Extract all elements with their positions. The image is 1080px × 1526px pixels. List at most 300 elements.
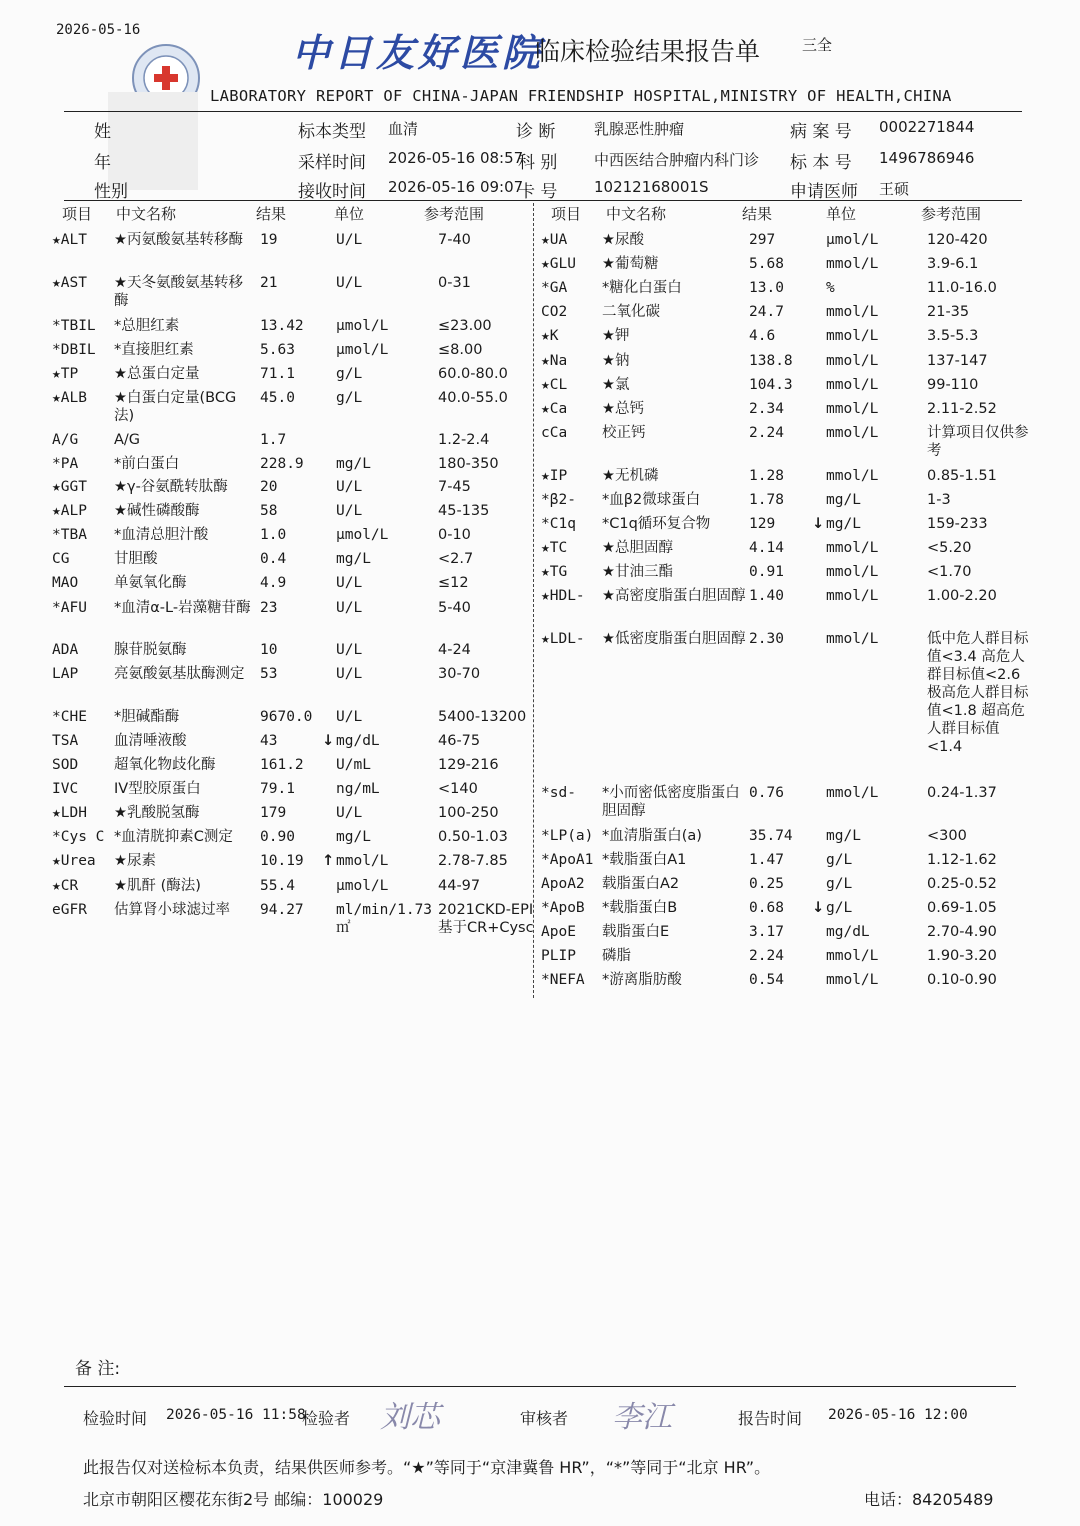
row-code: ★Urea [52,853,96,869]
name-label: 姓 [94,122,111,142]
row-unit: mmol/L [826,425,879,441]
col-name-left: 中文名称 [116,205,177,223]
row-range: 低中危人群目标值<3.4 高危人群目标值<2.6 极高危人群目标值<1.8 超高危人群目标值<1.4 [927,631,1029,755]
row-code: ★Ca [541,401,568,417]
row-code: A/G [52,432,79,448]
row-range: 44-97 [438,878,481,894]
collect-time-label: 采样时间 [298,153,366,173]
row-range: 60.0-80.0 [438,366,508,382]
row-result: 0.90 [260,829,295,845]
row-result: 0.91 [749,564,784,580]
row-name: ★乳酸脱氢酶 [114,805,200,821]
row-code: *NEFA [541,972,585,988]
row-range: ≤8.00 [438,342,483,358]
row-range: 7-40 [438,232,471,248]
row-name: 载脂蛋白A2 [602,876,680,892]
row-result: 0.76 [749,785,784,801]
row-code: ★TP [52,366,79,382]
row-code: *β2- [541,492,576,508]
row-code: TSA [52,733,79,749]
row-unit: mg/L [336,829,371,845]
receive-time-label: 接收时间 [298,182,366,202]
row-code: ★GLU [541,256,576,272]
row-range: 1.2-2.4 [438,432,490,448]
row-code: ★ALT [52,232,87,248]
row-code: *TBIL [52,318,96,334]
row-result: 13.42 [260,318,304,334]
test-time-value: 2026-05-16 11:58 [166,1407,306,1423]
row-name: ★肌酐 (酶法) [114,878,201,894]
diagnosis-label: 诊 断 [516,122,556,142]
row-unit: mmol/L [826,631,879,647]
row-unit: mmol/L [826,304,879,320]
row-name: ★尿素 [114,853,156,869]
row-name: *游离脂肪酸 [602,972,682,988]
row-result: 104.3 [749,377,793,393]
row-code: ★HDL- [541,588,585,604]
row-name: 亮氨酸氨基肽酶测定 [114,666,245,682]
row-code: *CHE [52,709,87,725]
row-range: 5-40 [438,600,471,616]
row-unit: U/L [336,600,363,616]
row-range: <300 [927,828,967,844]
row-name: A/G [114,432,141,448]
copy-mark: 三全 [802,36,833,54]
row-result: 9670.0 [260,709,313,725]
row-unit: mg/L [336,456,371,472]
row-name: *总胆红素 [114,318,180,334]
row-name: ★尿酸 [602,232,644,248]
row-range: 0.24-1.37 [927,785,997,801]
row-result: 3.17 [749,924,784,940]
row-unit: U/L [336,479,363,495]
row-code: ★IP [541,468,568,484]
col-name-right: 中文名称 [606,205,667,223]
row-unit: μmol/L [336,878,389,894]
row-code: *Cys C [52,829,105,845]
row-name: *C1q循环复合物 [602,516,711,532]
row-name: ★碱性磷酸酶 [114,503,200,519]
row-result: 0.54 [749,972,784,988]
row-unit: μmol/L [336,318,389,334]
row-result: 10.19 [260,853,304,869]
reviewer-signature: 李江 [612,1400,672,1435]
test-time-label: 检验时间 [83,1409,148,1428]
row-unit: mmol/L [826,353,879,369]
row-range: 4-24 [438,642,471,658]
row-result: 5.63 [260,342,295,358]
row-unit: mmol/L [826,468,879,484]
tester-label: 检验者 [302,1409,351,1428]
row-code: ApoE [541,924,576,940]
row-unit: μmol/L [336,342,389,358]
row-unit: mg/L [826,492,861,508]
row-name: 载脂蛋白E [602,924,670,940]
row-code: ★K [541,328,559,344]
row-name: ★总钙 [602,401,644,417]
age-label: 年 [94,153,111,173]
row-range: 21-35 [927,304,970,320]
remark-label: 备 注: [75,1359,121,1379]
sample-no-label: 标 本 号 [790,153,852,173]
row-code: eGFR [52,902,87,918]
record-no-value: 0002271844 [879,118,975,136]
col-result-left: 结果 [256,205,287,223]
row-unit: U/L [336,232,363,248]
row-range: 2021CKD-EPI 基于CR+Cysc [438,902,534,936]
row-result: 5.68 [749,256,784,272]
row-unit: mmol/L [826,588,879,604]
receive-time-value: 2026-05-16 09:07 [388,178,524,196]
hospital-name-cn: 中日友好医院 [292,30,545,75]
row-name: ★钠 [602,353,630,369]
row-name: *直接胆红素 [114,342,194,358]
row-range: 0.69-1.05 [927,900,997,916]
row-result: 161.2 [260,757,304,773]
row-code: *AFU [52,600,87,616]
row-result: 1.47 [749,852,784,868]
row-code: ★LDH [52,805,87,821]
row-result: 58 [260,503,278,519]
row-unit: mg/L [336,551,371,567]
redacted-patient-info [108,92,198,190]
row-name: ★丙氨酸氨基转移酶 [114,232,243,248]
row-code: CG [52,551,70,567]
row-name: ★氯 [602,377,630,393]
sex-label: 性别 [94,182,128,202]
row-code: CO2 [541,304,568,320]
row-range: 159-233 [927,516,988,532]
col-range-left: 参考范围 [424,205,485,223]
row-result: 0.4 [260,551,287,567]
row-result: 23 [260,600,278,616]
row-unit: mmol/L [826,785,879,801]
row-name: ★钾 [602,328,630,344]
row-code: ADA [52,642,79,658]
row-result: 10 [260,642,278,658]
row-code: *PA [52,456,79,472]
row-range: 1-3 [927,492,951,508]
row-result: 43 [260,733,278,749]
row-range: 40.0-55.0 [438,390,508,406]
row-range: 3.5-5.3 [927,328,979,344]
row-name: ★白蛋白定量(BCG法) [114,390,237,424]
row-unit: mmol/L [826,540,879,556]
row-range: 2.70-4.90 [927,924,997,940]
row-result: 1.28 [749,468,784,484]
row-result: 2.24 [749,425,784,441]
row-code: ★ALB [52,390,87,406]
row-code: ★LDL- [541,631,585,647]
row-name: 腺苷脱氨酶 [114,642,187,658]
sample-no-value: 1496786946 [879,149,975,167]
abnormal-flag-icon: ↓ [322,733,335,749]
row-name: *糖化白蛋白 [602,280,682,296]
row-range: 100-250 [438,805,499,821]
hospital-phone: 电话：84205489 [864,1490,994,1509]
row-range: 129-216 [438,757,499,773]
abnormal-flag-icon: ↓ [812,900,825,916]
row-unit: U/L [336,642,363,658]
row-unit: U/mL [336,757,371,773]
doctor-value: 王硕 [879,180,910,198]
row-range: 0-10 [438,527,471,543]
english-title: LABORATORY REPORT OF CHINA-JAPAN FRIENDSHIP HOSPITAL,MINISTRY OF HEALTH,CHINA [210,87,952,105]
row-name: *血清胱抑素C测定 [114,829,233,845]
row-unit: g/L [336,366,363,382]
row-range: 7-45 [438,479,471,495]
row-result: 19 [260,232,278,248]
collect-time-value: 2026-05-16 08:57 [388,149,524,167]
row-name: 估算肾小球滤过率 [114,902,230,918]
row-code: ★CR [52,878,79,894]
row-range: <5.20 [927,540,972,556]
row-unit: μmol/L [336,527,389,543]
row-code: ★AST [52,275,87,291]
card-value: 10212168001S [594,178,709,196]
row-range: 1.90-3.20 [927,948,997,964]
row-unit: g/L [826,876,853,892]
col-result-right: 结果 [742,205,773,223]
row-range: 11.0-16.0 [927,280,997,296]
row-code: *GA [541,280,568,296]
reviewer-label: 审核者 [520,1409,569,1428]
row-code: PLIP [541,948,576,964]
row-unit: U/L [336,709,363,725]
col-code-left: 项目 [62,205,93,223]
row-code: ApoA2 [541,876,585,892]
row-unit: mmol/L [826,377,879,393]
col-range-right: 参考范围 [921,205,982,223]
row-unit: U/L [336,275,363,291]
row-range: <1.70 [927,564,972,580]
row-code: *ApoB [541,900,585,916]
row-range: 1.12-1.62 [927,852,997,868]
row-result: 1.7 [260,432,287,448]
row-name: ★无机磷 [602,468,659,484]
row-range: 30-70 [438,666,481,682]
row-name: *前白蛋白 [114,456,180,472]
row-unit: ng/mL [336,781,380,797]
row-unit: mg/L [826,828,861,844]
row-result: 228.9 [260,456,304,472]
row-result: 1.0 [260,527,287,543]
row-code: *C1q [541,516,576,532]
row-result: 45.0 [260,390,295,406]
row-code: ★Na [541,353,568,369]
row-unit: μmol/L [826,232,879,248]
row-unit: mmol/L [826,256,879,272]
row-result: 4.14 [749,540,784,556]
row-result: 1.78 [749,492,784,508]
row-code: ★CL [541,377,568,393]
disclaimer-note: 此报告仅对送检标本负责，结果供医师参考。“★”等同于“京津冀鲁 HR”，“*”等同于“北京 HR”。 [83,1458,771,1477]
tester-signature: 刘芯 [380,1400,440,1435]
row-name: ★天冬氨酸氨基转移酶 [114,275,243,309]
row-name: ★总蛋白定量 [114,366,200,382]
row-result: 94.27 [260,902,304,918]
row-code: ★ALP [52,503,87,519]
row-unit: mg/L [826,516,861,532]
row-name: *血清总胆汁酸 [114,527,209,543]
row-result: 21 [260,275,278,291]
row-unit: ml/min/1.73㎡ [336,902,433,936]
col-unit-left: 单位 [334,205,365,223]
dept-value: 中西医结合肿瘤内科门诊 [594,151,760,169]
row-name: 甘胆酸 [114,551,158,567]
row-unit: % [826,280,835,296]
row-code: cCa [541,425,568,441]
row-name: *载脂蛋白B [602,900,678,916]
row-result: 4.6 [749,328,776,344]
row-range: 0.85-1.51 [927,468,997,484]
row-code: MAO [52,575,79,591]
row-result: 35.74 [749,828,793,844]
info-divider [64,200,1022,201]
row-range: 0-31 [438,275,471,291]
col-unit-right: 单位 [826,205,857,223]
row-name: 超氧化物歧化酶 [114,757,216,773]
row-name: *血清脂蛋白(a) [602,828,702,844]
row-range: <140 [438,781,478,797]
row-unit: mmol/L [336,853,389,869]
hospital-address: 北京市朝阳区樱花东街2号 邮编：100029 [83,1490,384,1509]
row-name: *载脂蛋白A1 [602,852,687,868]
diagnosis-value: 乳腺恶性肿瘤 [594,120,685,138]
row-unit: mmol/L [826,948,879,964]
row-unit: mmol/L [826,564,879,580]
col-code-right: 项目 [551,205,582,223]
row-code: LAP [52,666,79,682]
row-range: 3.9-6.1 [927,256,979,272]
row-unit: g/L [826,852,853,868]
row-code: IVC [52,781,79,797]
row-result: 0.25 [749,876,784,892]
footer-divider [64,1386,1016,1387]
report-time-value: 2026-05-16 12:00 [828,1407,968,1423]
row-code: *TBA [52,527,87,543]
row-code: *ApoA1 [541,852,594,868]
row-range: 46-75 [438,733,481,749]
row-result: 1.40 [749,588,784,604]
row-code: ★UA [541,232,568,248]
record-no-label: 病 案 号 [790,122,852,142]
row-code: ★TC [541,540,568,556]
row-unit: mg/dL [336,733,380,749]
row-name: ★低密度脂蛋白胆固醇 [602,631,746,647]
row-result: 129 [749,516,776,532]
row-code: *LP(a) [541,828,594,844]
row-name: ★γ-谷氨酰转肽酶 [114,479,228,495]
row-name: ★高密度脂蛋白胆固醇 [602,588,746,604]
row-result: 2.34 [749,401,784,417]
row-range: <2.7 [438,551,474,567]
row-name: 校正钙 [602,425,646,441]
dept-label: 科 别 [518,153,558,173]
specimen-type-label: 标本类型 [298,122,366,142]
row-range: 5400-13200 [438,709,527,725]
row-name: ★葡萄糖 [602,256,659,272]
row-range: 0.25-0.52 [927,876,997,892]
row-unit: U/L [336,666,363,682]
row-range: 2.78-7.85 [438,853,508,869]
row-result: 53 [260,666,278,682]
row-unit: U/L [336,503,363,519]
row-code: *DBIL [52,342,96,358]
specimen-type-value: 血清 [388,120,419,138]
row-result: 2.24 [749,948,784,964]
row-range: 0.10-0.90 [927,972,997,988]
doctor-label: 申请医师 [790,182,858,202]
row-result: 179 [260,805,287,821]
row-result: 4.9 [260,575,287,591]
row-name: ★总胆固醇 [602,540,673,556]
row-name: 二氧化碳 [602,304,660,320]
card-label: 卡 号 [518,182,558,202]
header-divider [64,111,1022,112]
row-unit: mmol/L [826,972,879,988]
row-result: 138.8 [749,353,793,369]
row-range: 180-350 [438,456,499,472]
row-unit: U/L [336,575,363,591]
top-date: 2026-05-16 [56,22,141,38]
row-range: 120-420 [927,232,988,248]
row-result: 55.4 [260,878,295,894]
row-result: 2.30 [749,631,784,647]
row-range: ≤23.00 [438,318,492,334]
row-name: *小而密低密度脂蛋白胆固醇 [602,785,740,819]
row-code: *sd- [541,785,576,801]
row-range: 1.00-2.20 [927,588,997,604]
row-result: 79.1 [260,781,295,797]
row-range: 99-110 [927,377,979,393]
row-result: 20 [260,479,278,495]
row-range: 137-147 [927,353,988,369]
row-result: 297 [749,232,776,248]
row-name: *血β2微球蛋白 [602,492,701,508]
row-name: *胆碱酯酶 [114,709,180,725]
row-range: 0.50-1.03 [438,829,508,845]
row-range: 2.11-2.52 [927,401,997,417]
row-result: 24.7 [749,304,784,320]
row-result: 71.1 [260,366,295,382]
row-code: ★GGT [52,479,87,495]
row-unit: g/L [336,390,363,406]
abnormal-flag-icon: ↓ [812,516,825,532]
row-name: *血清α-L-岩藻糖苷酶 [114,600,251,616]
row-unit: U/L [336,805,363,821]
row-unit: g/L [826,900,853,916]
row-range: ≤12 [438,575,469,591]
row-name: IV型胶原蛋白 [114,781,201,797]
row-range: 45-135 [438,503,490,519]
row-code: SOD [52,757,79,773]
row-result: 0.68 [749,900,784,916]
abnormal-flag-icon: ↑ [322,853,335,869]
row-name: 单氨氧化酶 [114,575,187,591]
row-name: ★甘油三酯 [602,564,673,580]
report-title: 临床检验结果报告单 [535,37,761,66]
row-unit: mg/dL [826,924,870,940]
row-unit: mmol/L [826,401,879,417]
row-range: 计算项目仅供参考 [927,425,1029,459]
row-result: 13.0 [749,280,784,296]
row-unit: mmol/L [826,328,879,344]
row-name: 磷脂 [602,948,631,964]
row-code: ★TG [541,564,568,580]
report-time-label: 报告时间 [738,1409,803,1428]
row-name: 血清唾液酸 [114,733,187,749]
